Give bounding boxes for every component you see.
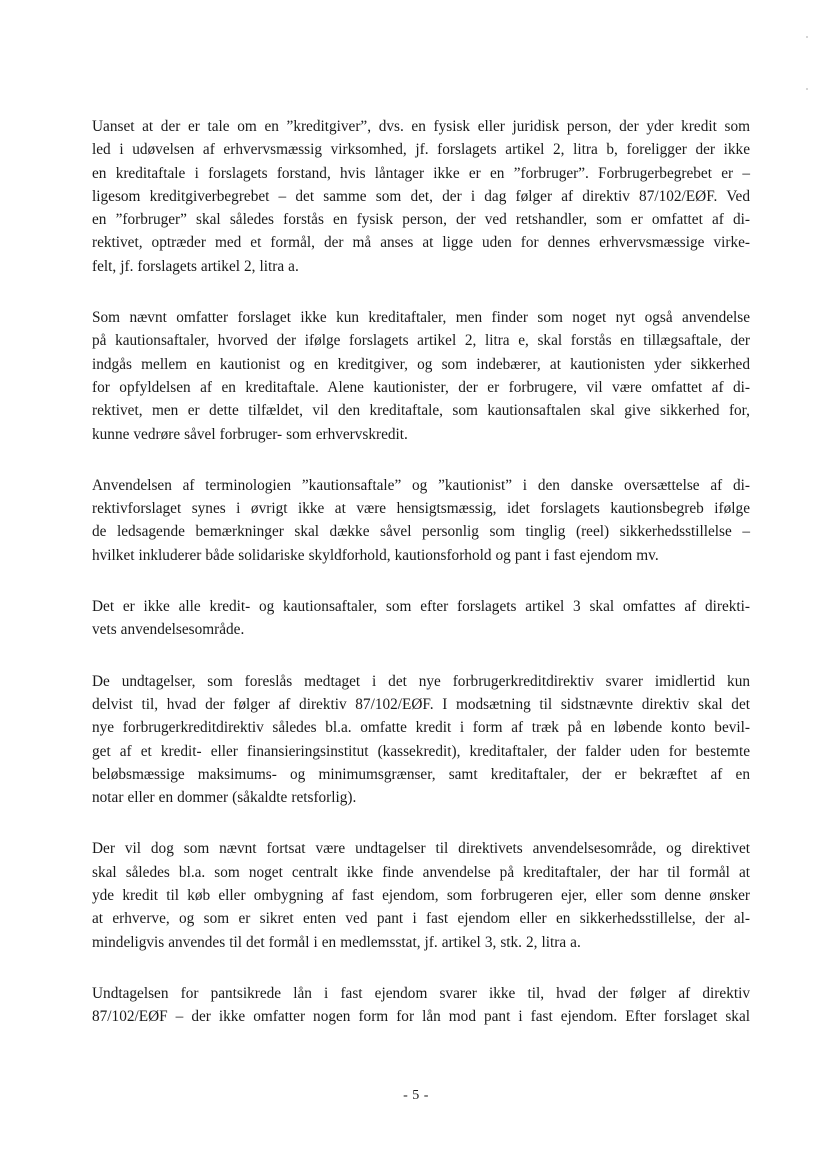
text-line: mindeligvis anvendes til det formål i en medlemsstat, jf. artikel 3, stk. 2, litra a. — [92, 933, 581, 951]
text-line: nye forbrugerkreditdirektiv således bl.a. omfatte kredit i form af træk på en løbende konto bevil- — [92, 719, 750, 737]
page-number: - 5 - — [403, 1088, 429, 1103]
text-line: de ledsagende bemærkninger skal dække såvel personlig som tinglig (reel) sikkerhedsstillelse – — [92, 523, 750, 541]
text-line: yde kredit til køb eller ombygning af fast ejendom, som forbrugeren ejer, eller som denne ønsker — [92, 887, 750, 905]
text-line: kunne vedrøre såvel forbruger- som erhvervskredit. — [92, 425, 408, 443]
text-line: rektivet, optræder med et formål, der må anses at ligge uden for dennes erhvervsmæssige virke- — [92, 234, 750, 252]
paragraph-4 — [92, 595, 750, 642]
text-line: De undtagelser, som foreslås medtaget i det nye forbrugerkreditdirektiv svarer imidlertid kun — [92, 672, 750, 690]
text-line: Uanset at der er tale om en ”kreditgiver”, dvs. en fysisk eller juridisk person, der yder kredit som — [92, 118, 750, 135]
text-line: Der vil dog som nævnt fortsat være undtagelser til direktivets anvendelsesområde, og direktivet — [92, 840, 750, 858]
text-line: for opfyldelsen af en kreditaftale. Alene kautionister, der er forbrugere, vil være omfattet af di- — [92, 378, 750, 396]
text-line: beløbsmæssige maksimums- og minimumsgrænser, samt kreditaftaler, der er bekræftet af en — [92, 765, 750, 783]
text-line: felt, jf. forslagets artikel 2, litra a. — [92, 257, 299, 275]
scan-speck — [806, 88, 808, 90]
text-line: hvilket inkluderer både solidariske skyldforhold, kautionsforhold og pant i fast ejendom mv. — [92, 546, 659, 564]
text-line: at erhverve, og som er sikret enten ved pant i fast ejendom eller en sikkerhedsstillelse, der al- — [92, 910, 750, 928]
document-body — [92, 115, 750, 1057]
text-line: Undtagelsen for pantsikrede lån i fast ejendom svarer ikke til, hvad der følger af direktiv — [92, 984, 750, 1002]
text-line: rektivet, men er dette tilfældet, vil den kreditaftale, som kautionsaftalen skal give sikkerhed for, — [92, 402, 750, 420]
text-line: led i udøvelsen af erhvervsmæssig virksomhed, jf. forslagets artikel 2, litra b, foreligger der ikke — [92, 141, 750, 159]
paragraph-3 — [92, 474, 750, 567]
text-line: delvist til, hvad der følger af direktiv 87/102/EØF. I modsætning til sidstnævnte direktiv skal det — [92, 695, 750, 713]
paragraph-2 — [92, 306, 750, 446]
text-line: Det er ikke alle kredit- og kautionsaftaler, som efter forslagets artikel 3 skal omfattes af direkti- — [92, 598, 750, 616]
text-line: 87/102/EØF – der ikke omfatter nogen form for lån mod pant i fast ejendom. Efter forslaget skal — [92, 1008, 750, 1026]
text-line: på kautionsaftaler, hvorved der ifølge forslagets artikel 2, litra e, skal forstås en tillægsaftale, der — [92, 332, 750, 350]
text-line: get af et kredit- eller finansieringsinstitut (kassekredit), kreditaftaler, der falder uden for bestemte — [92, 742, 750, 760]
text-line: vets anvendelsesområde. — [92, 621, 245, 639]
paragraph-7 — [92, 982, 750, 1029]
scan-speck — [806, 36, 808, 38]
text-line: Som nævnt omfatter forslaget ikke kun kreditaftaler, men finder som noget nyt også anvendelse — [92, 309, 750, 327]
paragraph-5 — [92, 670, 750, 810]
text-line: notar eller en dommer (såkaldte retsforlig). — [92, 789, 357, 807]
text-line: ligesom kreditgiverbegrebet – det samme som det, der i dag følger af direktiv 87/102/EØF. Ved — [92, 187, 750, 205]
text-line: rektivforslaget synes i øvrigt ikke at være hensigtsmæssig, idet forslagets kautionsbegreb ifølge — [92, 500, 750, 518]
text-line: Anvendelsen af terminologien ”kautionsaftale” og ”kautionist” i den danske oversættelse af di- — [92, 476, 750, 494]
text-line: en kreditaftale i forslagets forstand, hvis låntager ikke er en ”forbruger”. Forbrugerbegrebet er – — [92, 164, 750, 182]
text-line: en ”forbruger” skal således forstås en fysisk person, der ved retshandler, som er omfattet af di- — [92, 211, 750, 229]
paragraph-6 — [92, 837, 750, 953]
paragraph-1 — [92, 115, 750, 278]
text-line: indgås mellem en kautionist og en kreditgiver, og som indebærer, at kautionisten yder sikkerhed — [92, 355, 750, 373]
text-line: skal således bl.a. som noget centralt ikke finde anvendelse på kreditaftaler, der har til formål at — [92, 863, 750, 881]
